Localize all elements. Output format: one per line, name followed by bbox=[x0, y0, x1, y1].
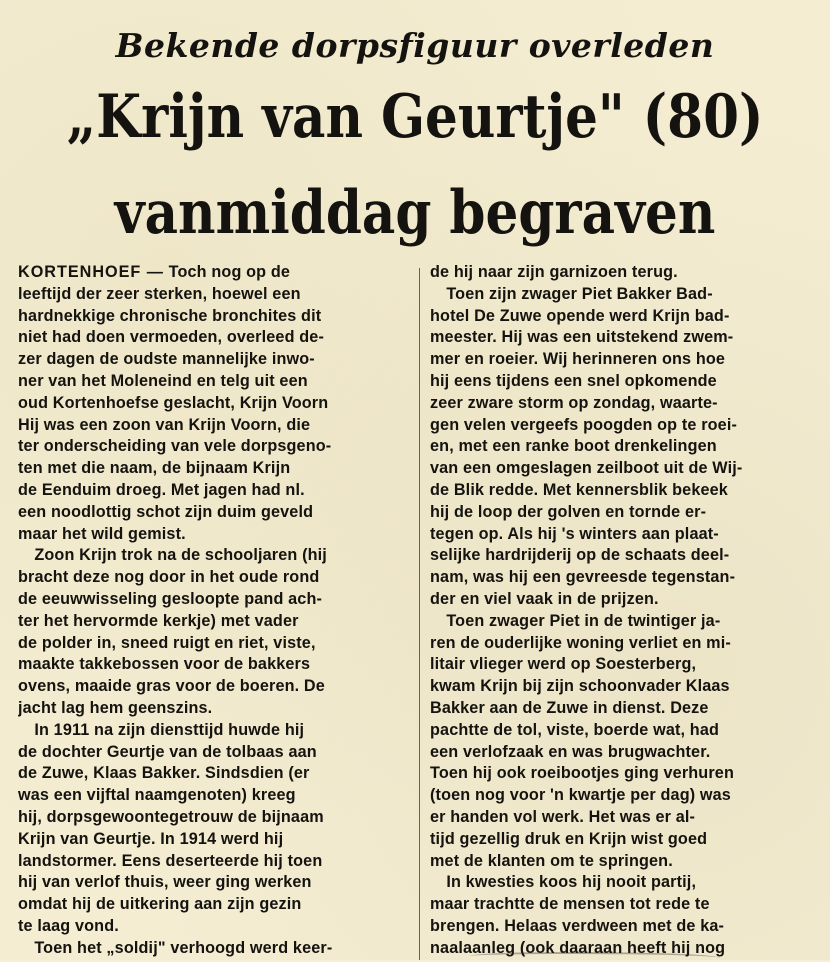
article-text-line bbox=[18, 589, 410, 611]
article-text: der en viel vaak in de prijzen. bbox=[430, 589, 659, 608]
article-text-line bbox=[430, 371, 826, 393]
article-text: hij, dorpsgewoontegetrouw de bijnaam bbox=[18, 807, 324, 826]
article-text-line bbox=[18, 393, 410, 415]
article-column-left bbox=[18, 262, 410, 960]
article-text: landstormer. Eens deserteerde hij toen bbox=[18, 851, 323, 870]
article-text-line bbox=[18, 916, 410, 938]
article-text: te laag vond. bbox=[18, 916, 119, 935]
article-text: de Zuwe, Klaas Bakker. Sindsdien (er bbox=[18, 764, 310, 783]
article-text: met de klanten om te springen. bbox=[430, 851, 673, 870]
article-text-line bbox=[18, 567, 410, 589]
article-text-line bbox=[430, 851, 826, 873]
article-text-line bbox=[430, 829, 826, 851]
article-text-line bbox=[430, 654, 826, 676]
article-text: ner van het Moleneind en telg uit een bbox=[18, 371, 308, 390]
article-text-line bbox=[430, 611, 826, 633]
article-text: van een omgeslagen zeilboot uit de Wij- bbox=[430, 459, 743, 478]
article-text: maar het wild gemist. bbox=[18, 524, 186, 543]
article-text: Toen hij ook roeibootjes ging verhuren bbox=[430, 764, 734, 783]
article-text-line bbox=[18, 807, 410, 829]
article-text-line bbox=[18, 938, 410, 960]
article-text-line bbox=[18, 436, 410, 458]
article-text: er handen vol werk. Het was er al- bbox=[430, 807, 696, 826]
article-text-line bbox=[18, 284, 410, 306]
article-text-line bbox=[18, 742, 410, 764]
article-text: hij eens tijdens een snel opkomende bbox=[430, 371, 717, 390]
article-text-line bbox=[18, 654, 410, 676]
article-text-line bbox=[430, 502, 826, 524]
article-text-line bbox=[18, 720, 410, 742]
article-text: brengen. Helaas verdween met de ka- bbox=[430, 916, 725, 935]
article-text-line bbox=[430, 393, 826, 415]
article-text-line bbox=[430, 458, 826, 480]
article-text-line bbox=[430, 916, 826, 938]
article-text-line bbox=[18, 785, 410, 807]
article-text: nam, was hij een gevreesde tegenstan- bbox=[430, 568, 736, 587]
article-text-line bbox=[18, 676, 410, 698]
article-text-line bbox=[18, 349, 410, 371]
article-kicker: Bekende dorpsfiguur overleden bbox=[115, 26, 715, 65]
article-text: hardnekkige chronische bronchites dit bbox=[18, 306, 322, 325]
article-text: de dochter Geurtje van de tolbaas aan bbox=[18, 742, 317, 761]
article-text: tijd gezellig druk en Krijn wist goed bbox=[430, 829, 708, 848]
article-text: ovens, maaide gras voor de boeren. De bbox=[18, 677, 325, 696]
article-text: litair vlieger werd op Soesterberg, bbox=[430, 655, 697, 674]
article-text: Toen zijn zwager Piet Bakker Bad- bbox=[430, 284, 713, 303]
article-text-line bbox=[18, 371, 410, 393]
article-text-line bbox=[18, 415, 410, 437]
article-text: leeftijd der zeer sterken, hoewel een bbox=[18, 284, 301, 303]
article-text: een verlofzaak en was brugwachter. bbox=[430, 742, 711, 761]
article-text: Toch nog op de bbox=[168, 263, 291, 281]
article-text: was een vijftal naamgenoten) kreeg bbox=[18, 786, 296, 805]
article-text-line bbox=[18, 524, 410, 546]
article-text: gen velen vergeefs poogden op te roei- bbox=[430, 415, 738, 434]
article-headline-line-2: vanmiddag begraven bbox=[114, 178, 716, 248]
article-text: een noodlottig schot zijn duim geveld bbox=[18, 502, 314, 521]
article-text: selijke hardrijderij op de schaats deel- bbox=[430, 546, 730, 565]
article-text-line bbox=[430, 415, 826, 437]
article-text-line bbox=[430, 349, 826, 371]
article-text-line bbox=[18, 611, 410, 633]
article-text-line bbox=[18, 480, 410, 502]
article-text-line bbox=[18, 851, 410, 873]
article-text: de eeuwwisseling gesloopte pand ach- bbox=[18, 589, 323, 608]
article-text: zer dagen de oudste mannelijke inwo- bbox=[18, 350, 315, 369]
article-headline-line-1: „Krijn van Geurtje" (80) bbox=[66, 82, 764, 152]
article-text: de hij naar zijn garnizoen terug. bbox=[430, 263, 678, 281]
article-text-line bbox=[18, 633, 410, 655]
article-text-line bbox=[18, 502, 410, 524]
article-text: kwam Krijn bij zijn schoonvader Klaas bbox=[430, 677, 730, 696]
article-text-line bbox=[430, 763, 826, 785]
article-text: Toen zwager Piet in de twintiger ja- bbox=[430, 611, 721, 630]
article-text: mer en roeier. Wij herinneren ons hoe bbox=[430, 350, 726, 369]
article-text-line bbox=[430, 284, 826, 306]
torn-edge-mark bbox=[470, 952, 720, 962]
article-text: ter het hervormde kerkje) met vader bbox=[18, 611, 299, 630]
article-text: en, met een ranke boot drenkelingen bbox=[430, 437, 717, 456]
article-text: Zoon Krijn trok na de schooljaren (hij bbox=[18, 546, 327, 565]
column-divider bbox=[419, 268, 420, 960]
article-text: Krijn van Geurtje. In 1914 werd hij bbox=[18, 829, 284, 848]
article-text: (toen nog voor 'n kwartje per dag) was bbox=[430, 786, 731, 805]
article-text-line bbox=[18, 262, 410, 284]
article-text-line bbox=[430, 720, 826, 742]
article-text-line bbox=[430, 567, 826, 589]
article-text-line bbox=[430, 327, 826, 349]
article-text-line bbox=[430, 872, 826, 894]
article-text: omdat hij de uitkering aan zijn gezin bbox=[18, 895, 302, 914]
article-text-line bbox=[18, 763, 410, 785]
article-column-right bbox=[430, 262, 826, 960]
article-text-line bbox=[430, 633, 826, 655]
article-text-line bbox=[18, 327, 410, 349]
article-text: Hij was een zoon van Krijn Voorn, die bbox=[18, 415, 311, 434]
article-text: naalaanleg (ook daaraan heeft hij nog bbox=[430, 938, 726, 957]
article-text: maar trachtte de mensen tot rede te bbox=[430, 895, 710, 914]
article-text-line bbox=[430, 306, 826, 328]
article-text-line bbox=[18, 698, 410, 720]
article-text: In kwesties koos hij nooit partij, bbox=[430, 873, 697, 892]
article-text-line bbox=[18, 545, 410, 567]
article-text-line bbox=[430, 436, 826, 458]
article-text-line bbox=[430, 480, 826, 502]
article-text: meester. Hij was een uitstekend zwem- bbox=[430, 328, 734, 347]
article-text-line bbox=[430, 262, 826, 284]
article-dateline: KORTENHOEF — bbox=[18, 263, 164, 281]
article-text-line bbox=[430, 807, 826, 829]
article-text: ten met die naam, de bijnaam Krijn bbox=[18, 459, 291, 478]
article-text-line bbox=[18, 872, 410, 894]
article-text: de polder in, sneed ruigt en riet, viste, bbox=[18, 633, 316, 652]
article-text: zeer zware storm op zondag, waarte- bbox=[430, 393, 718, 412]
article-text: oud Kortenhoefse geslacht, Krijn Voorn bbox=[18, 393, 329, 412]
article-text-line bbox=[18, 458, 410, 480]
article-text-line bbox=[430, 676, 826, 698]
article-text: ren de ouderlijke woning verliet en mi- bbox=[430, 633, 731, 652]
article-text: ter onderscheiding van vele dorpsgeno- bbox=[18, 437, 332, 456]
article-text: de Eenduim droeg. Met jagen had nl. bbox=[18, 480, 305, 499]
article-text-line bbox=[430, 894, 826, 916]
article-text-line bbox=[18, 829, 410, 851]
article-text: tegen op. Als hij 's winters aan plaat- bbox=[430, 524, 719, 543]
article-text: jacht lag hem geenszins. bbox=[18, 698, 213, 717]
article-text: Bakker aan de Zuwe in dienst. Deze bbox=[430, 698, 709, 717]
article-text: In 1911 na zijn diensttijd huwde hij bbox=[18, 720, 305, 739]
article-text-line bbox=[18, 306, 410, 328]
article-text-line bbox=[430, 698, 826, 720]
article-text: niet had doen vermoeden, overleed de- bbox=[18, 328, 324, 347]
article-text-line bbox=[430, 545, 826, 567]
article-text: de Blik redde. Met kennersblik bekeek bbox=[430, 480, 728, 499]
article-text-line bbox=[18, 894, 410, 916]
article-text-line bbox=[430, 742, 826, 764]
article-text: hotel De Zuwe opende werd Krijn bad- bbox=[430, 306, 730, 325]
article-text: hij van verlof thuis, weer ging werken bbox=[18, 873, 312, 892]
article-text-line bbox=[430, 524, 826, 546]
article-text: Toen het „soldij" verhoogd werd keer- bbox=[18, 938, 333, 957]
article-text-line bbox=[430, 785, 826, 807]
article-text: pachtte de tol, viste, boerde wat, had bbox=[430, 720, 720, 739]
article-text: maakte takkebossen voor de bakkers bbox=[18, 655, 311, 674]
article-text: bracht deze nog door in het oude rond bbox=[18, 568, 320, 587]
article-text: hij de loop der golven en tornde er- bbox=[430, 502, 707, 521]
article-text-line bbox=[430, 589, 826, 611]
